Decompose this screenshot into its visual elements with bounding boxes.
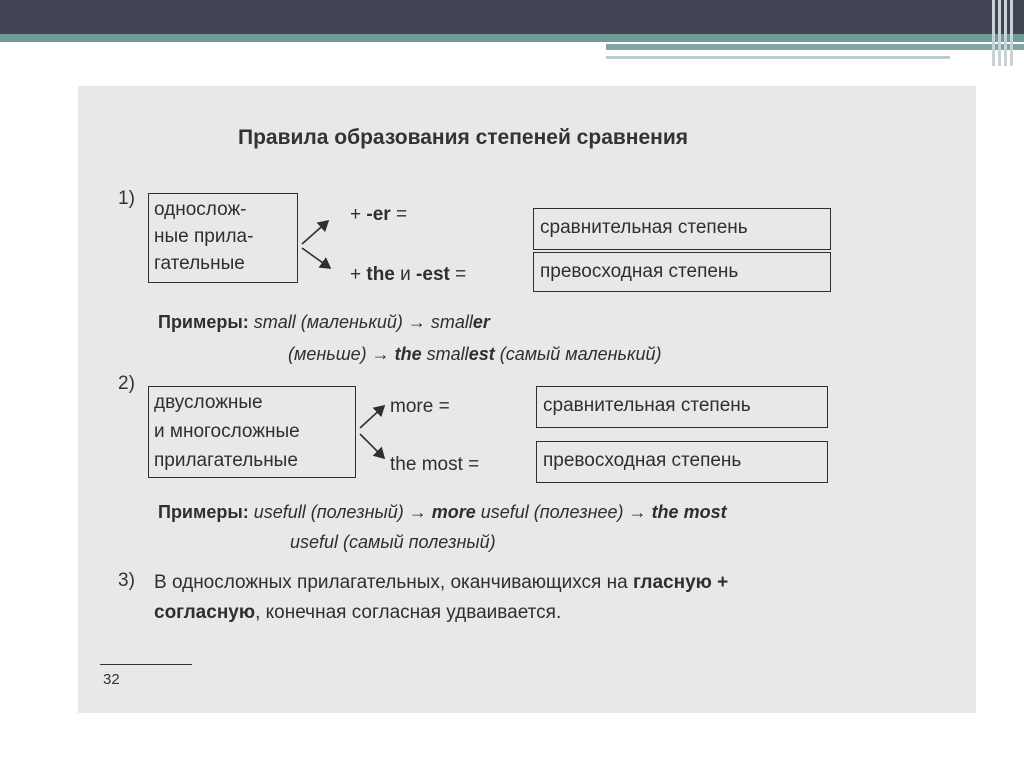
arrows-layer [78,86,976,713]
rule-1-examples-line-1: Примеры: small (маленький) → smaller [158,312,490,332]
rule-3-number: 3) [118,570,135,591]
rule-1-examples-line-2: (меньше) → the smallest (самый маленький) [288,344,662,364]
rule-3-text: В односложных прилагательных, оканчивающихся на гласную + согласную, конечная согласная удваивается. [154,572,729,623]
rule-1-arrow-down-icon [302,248,330,268]
textbook-photo [78,86,976,713]
rule-1-superlative-form: + the и -est = [350,264,467,285]
rule-2-category-line-2: и многосложные [154,421,300,442]
rule-2-examples-line-1: Примеры: usefull (полезный) → more useful (полезнее) → the most [158,502,727,522]
slide-accent-line [0,34,1024,42]
slide-accent-line-right [606,44,1024,50]
rule-1-category-line-1: однослож- [154,199,247,220]
rule-1-superlative-box: превосходная степень [533,252,831,292]
rule-2-arrow-up-icon [360,406,384,428]
rule-2-category-line-3: прилагательные [154,450,298,471]
rule-2-comparative-form: more = [390,396,450,417]
slide-corner-stripes [992,0,1014,66]
rule-1-category-line-3: гательные [154,253,245,274]
rule-2-category-line-1: двусложные [154,392,263,413]
rule-1-number: 1) [118,188,135,209]
rule-2-arrow-down-icon [360,434,384,458]
rule-1-category-line-2: ные прила- [154,226,254,247]
page-title: Правила образования степеней сравнения [238,126,688,149]
rule-2-examples-line-2: useful (самый полезный) [290,532,496,552]
rule-2-superlative-box: превосходная степень [536,441,828,483]
slide-accent-line-thin [606,56,950,59]
rule-2-number: 2) [118,373,135,394]
rule-2-superlative-form: the most = [390,454,480,475]
rule-1-comparative-box: сравнительная степень [533,208,831,250]
rule-1-comparative-form: + -er = [350,204,408,225]
rule-1-arrow-up-icon [302,221,328,244]
rule-2-comparative-box: сравнительная степень [536,386,828,428]
slide-top-bar [0,0,1024,34]
page-number: 32 [103,671,120,688]
